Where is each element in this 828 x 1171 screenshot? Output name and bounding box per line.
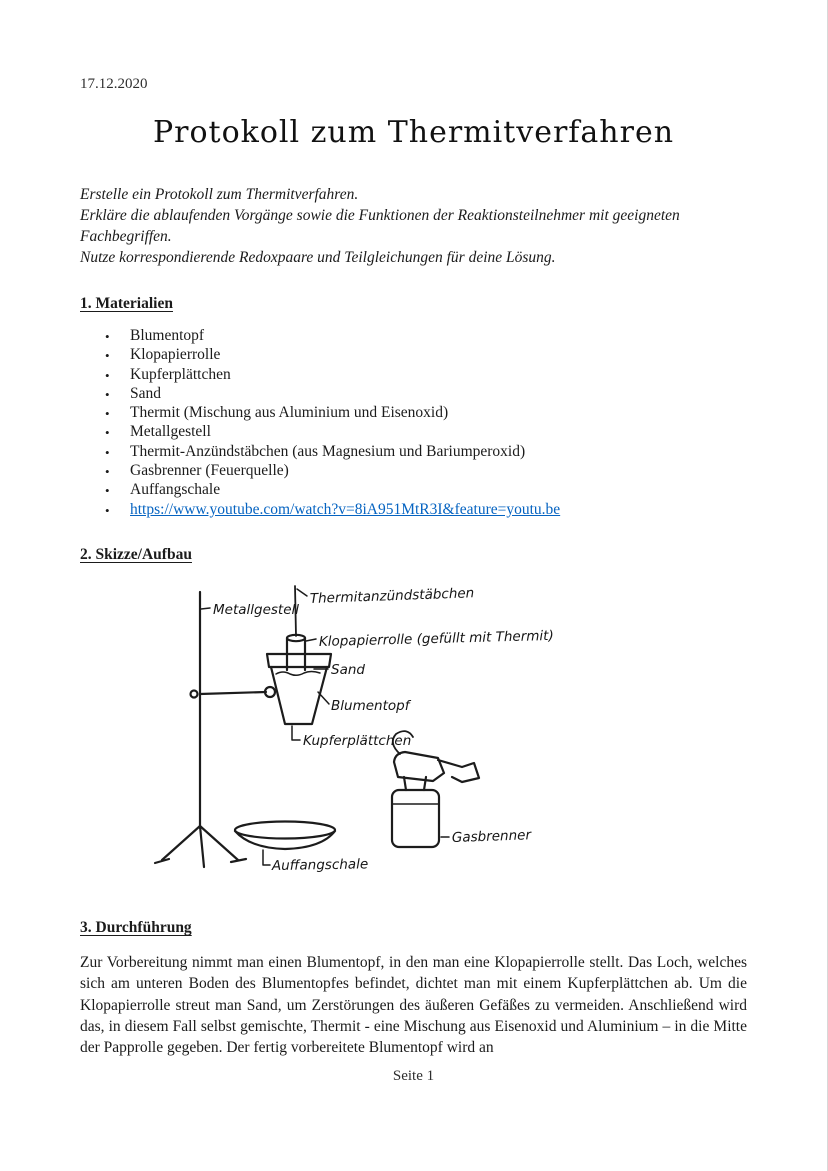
burner-head (394, 752, 444, 781)
leader-klopapierrolle (306, 639, 316, 641)
list-item: • Thermit-Anzündstäbchen (aus Magnesium und Bariumperoxid) (105, 442, 747, 461)
label-blumentopf: Blumentopf (331, 697, 410, 714)
label-gasbrenner: Gasbrenner (451, 827, 532, 846)
list-item: • Blumentopf (105, 326, 747, 345)
clamp-knob (191, 690, 198, 697)
leader-kupferplaettchen (292, 726, 300, 740)
leader-metallgestell (201, 608, 210, 609)
label-klopapierrolle: Klopapierrolle (gefüllt mit Thermit) (318, 627, 554, 650)
sand-level (276, 671, 320, 675)
task-description (80, 184, 747, 268)
task-line-2: Erkläre die ablaufenden Vorgänge sowie die Funktionen der Reaktionsteilnehmer mit geeigneten Fachbegriffen. (80, 207, 680, 245)
label-sand: Sand (331, 661, 365, 678)
section-heading-materials: 1. Materialien (80, 295, 173, 312)
clamp-arm (200, 692, 266, 694)
label-anzuendstaebchen: Thermitanzündstäbchen (309, 585, 475, 607)
section-heading-procedure: 3. Durchführung (80, 918, 192, 936)
list-item: • Gasbrenner (Feuerquelle) (105, 461, 747, 480)
page-footer: Seite 1 (392, 1068, 435, 1084)
document-date: 17.12.2020 (80, 76, 148, 92)
label-kupferplaettchen: Kupferplättchen (303, 732, 412, 749)
stand-leg-right (200, 826, 238, 860)
flower-pot-rim (267, 654, 331, 667)
list-item: • Sand (105, 384, 747, 403)
section-heading-sketch: 2. Skizze/Aufbau (80, 545, 192, 563)
dish-rim (235, 821, 335, 838)
sketch-svg (100, 576, 660, 892)
procedure-text: Zur Vorbereitung nimmt man einen Blumentopf, in den man eine Klopapierrolle stellt. Das Loch, welches sich am unteren Boden des Blumentopfes befindet, dichtet man mit einem Kupferplättchen ab. Um die Klopapierrolle streut man Sand, um Zerstörungen des äußeren Gefäßes zu vermeiden. Anschließend wird das, in diesem Fall selbst gemischte, Thermit - eine Mischung aus Eisenoxid und Aluminium – in die Mitte der Papprolle gegeben. Der fertig vorbereitete Blumentopf wird an (80, 953, 747, 1057)
dish-bottom (235, 831, 335, 849)
youtube-link[interactable]: https://www.youtube.com/watch?v=8iA951MtR3I&feature=youtu.be (130, 500, 561, 518)
apparatus-sketch (100, 576, 827, 892)
list-item: • Thermit (Mischung aus Aluminium und Eisenoxid) (105, 403, 747, 422)
stand-foot-right (231, 859, 246, 862)
task-line-3: Nutze korrespondierende Redoxpaare und Teilgleichungen für deine Lösung. (80, 249, 556, 266)
task-line-1: Erstelle ein Protokoll zum Thermitverfahren. (80, 186, 359, 203)
label-metallgestell: Metallgestell (213, 601, 300, 618)
sketch-drawing (155, 586, 479, 867)
burner-bottle (392, 790, 439, 847)
list-item: • Metallgestell (105, 422, 747, 441)
materials-list (105, 326, 747, 519)
leader-auffangschale (263, 850, 270, 865)
list-item: • Auffangschale (105, 480, 747, 499)
list-item-link (105, 500, 747, 519)
list-item: • Klopapierrolle (105, 345, 747, 364)
page-title: Protokoll zum Thermitverfahren (152, 115, 675, 150)
sketch-labels (213, 585, 554, 874)
list-item: • Kupferplättchen (105, 365, 747, 384)
label-auffangschale: Auffangschale (271, 856, 369, 874)
leader-anzuendstaebchen (297, 589, 307, 596)
stand-leg-left (162, 826, 200, 860)
stand-leg-front (200, 826, 204, 867)
